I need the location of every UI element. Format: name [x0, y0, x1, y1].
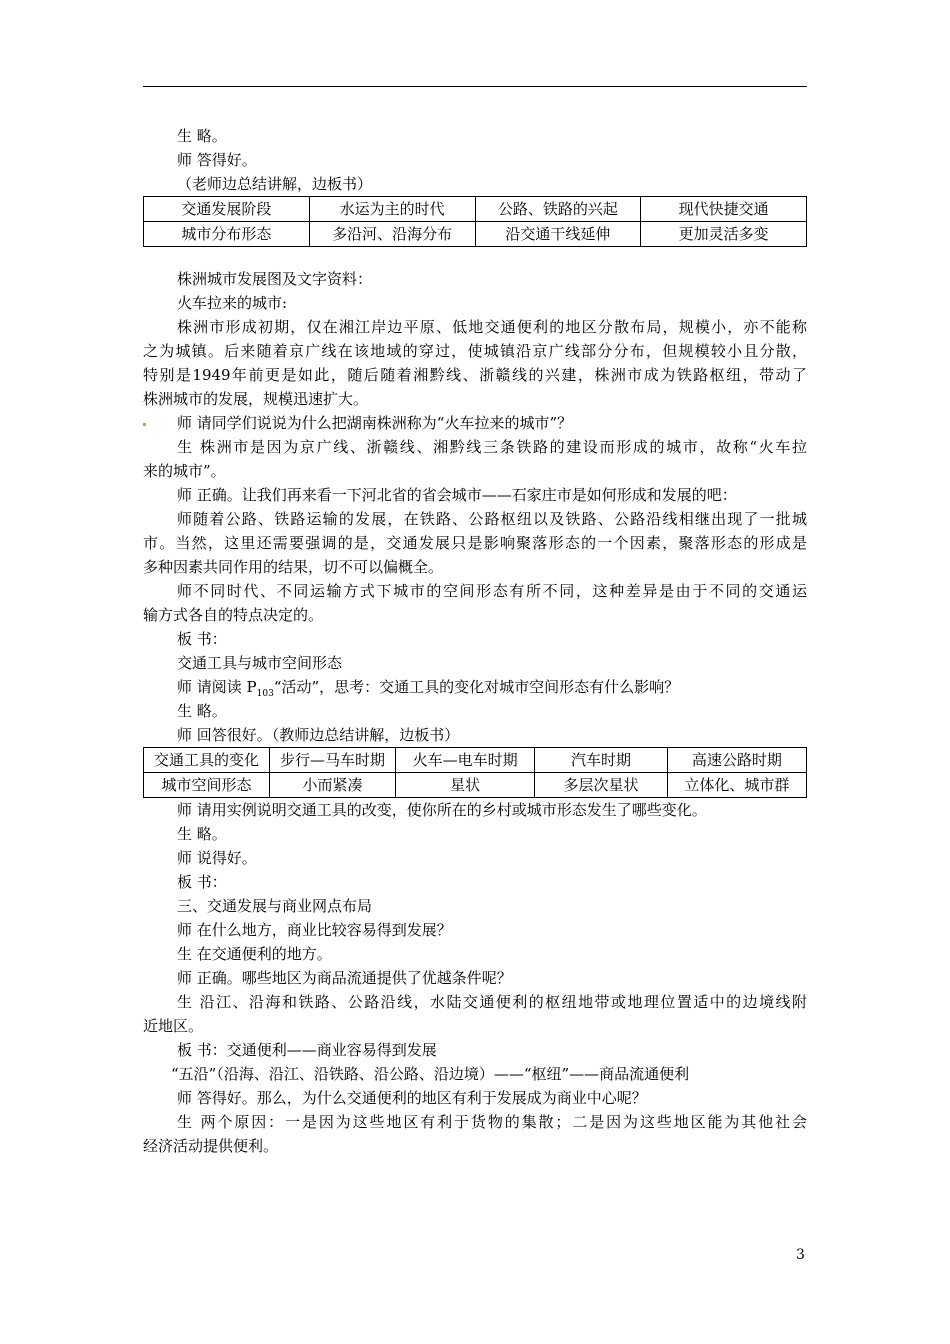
- para-line: 多种因素共同作用的结果，切不可以偏概全。: [143, 558, 444, 576]
- header-rule: [143, 86, 807, 87]
- table-cell: 星状: [396, 773, 535, 798]
- text-line: 师 正确。让我们再来看一下河北省的省会城市——石家庄市是如何形成和发展的吧：: [177, 486, 737, 504]
- table-row: [144, 773, 807, 798]
- table-cell: 现代快捷交通: [641, 197, 807, 222]
- text-line: （老师边总结讲解，边板书）: [177, 175, 373, 193]
- text-line: 板 书：交通便利——商业容易得到发展: [177, 1041, 437, 1059]
- paragraph-zhuzhou: [143, 315, 807, 411]
- text-line: 生 略。: [177, 825, 227, 843]
- para-line: 师随着公路、铁路运输的发展，在铁路、公路枢纽以及铁路、公路沿线相继出现了一批城: [177, 510, 807, 528]
- text-line: [143, 411, 807, 435]
- table-cell: 步行—马车时期: [270, 748, 396, 773]
- stray-mark: [143, 423, 146, 426]
- table-cell: 交通工具的变化: [144, 748, 270, 773]
- paragraph-answer: [143, 435, 807, 483]
- read-post: “活动”，思考：交通工具的变化对城市空间形态有什么影响？: [273, 678, 680, 696]
- text-line: “五沿”（沿海、沿江、沿铁路、沿公路、沿边境）——“枢纽”——商品流通便利: [171, 1065, 690, 1083]
- para-line: 株洲城市的发展，规模迅速扩大。: [143, 390, 369, 408]
- text-line: 师 正确。哪些地区为商品流通提供了优越条件呢？: [177, 969, 512, 987]
- table-cell: 更加灵活多变: [641, 222, 807, 247]
- table-cell: 小而紧凑: [270, 773, 396, 798]
- text-line: 生 略。: [177, 127, 227, 145]
- para-line: 来的城市”。: [143, 462, 226, 480]
- table-cell: 沿交通干线延伸: [475, 222, 641, 247]
- text-line: 师 回答很好。（教师边总结讲解，边板书）: [177, 726, 460, 744]
- para-line: 株洲市形成初期，仅在湘江岸边平原、低地交通便利的地区分散布局，规模小，亦不能称: [177, 318, 807, 336]
- table-cell: 水运为主的时代: [309, 197, 475, 222]
- table-row: [144, 197, 807, 222]
- transport-stage-table: [143, 196, 807, 247]
- paragraph-highway: [143, 507, 807, 579]
- paragraph-difference: [143, 579, 807, 627]
- table-cell: 城市分布形态: [144, 222, 310, 247]
- text-line: 火车拉来的城市:: [177, 294, 288, 312]
- text-line: 师 说得好。: [177, 849, 257, 867]
- para-line: 生 沿江、沿海和铁路、公路沿线，水陆交通便利的枢纽地带或地理位置适中的边境线附: [177, 993, 807, 1011]
- para-line: 生 两个原因：一是因为这些地区有利于货物的集散；二是因为这些地区能为其他社会: [177, 1113, 807, 1131]
- table-cell: 火车—电车时期: [396, 748, 535, 773]
- para-line: 市。当然，这里还需要强调的是，交通发展只是影响聚落形态的一个因素，聚落形态的形成是: [143, 534, 807, 552]
- para-line: 之为城镇。后来随着京广线在该地域的穿过，使城镇沿京广线部分分布，但规模较小且分散，: [143, 342, 807, 360]
- table-cell: 公路、铁路的兴起: [475, 197, 641, 222]
- text-line: 板 书：: [177, 873, 227, 891]
- text-line: 生 略。: [177, 702, 227, 720]
- text-line: 师 在什么地方，商业比较容易得到发展？: [177, 921, 452, 939]
- table-row: [144, 222, 807, 247]
- text-line: 板 书：: [177, 630, 227, 648]
- text-line: 交通工具与城市空间形态: [177, 654, 343, 672]
- page-body: [143, 124, 807, 1158]
- paragraph-reason: [143, 1110, 807, 1158]
- table-cell: 立体化、城市群: [667, 773, 806, 798]
- para-line: 输方式各自的特点决定的。: [143, 606, 324, 624]
- read-pre: 师 请阅读 P: [177, 678, 257, 696]
- vehicle-form-table: [143, 747, 807, 798]
- table-cell: 交通发展阶段: [144, 197, 310, 222]
- text-line: 师 答得好。那么，为什么交通便利的地区有利于发展成为商业中心呢？: [177, 1089, 647, 1107]
- para-line: 师不同时代、不同运输方式下城市的空间形态有所不同，这种差异是由于不同的交通运: [177, 582, 807, 600]
- text-line: 生 在交通便利的地方。: [177, 945, 332, 963]
- text-line: 师 答得好。: [177, 151, 257, 169]
- table-cell: 多沿河、沿海分布: [309, 222, 475, 247]
- para-line: 经济活动提供便利。: [143, 1137, 279, 1155]
- page-number: 3: [796, 1247, 805, 1263]
- table-cell: 高速公路时期: [667, 748, 806, 773]
- page-ref: 103: [256, 689, 274, 699]
- para-line: 特别是1949年前更是如此，随后随着湘黔线、浙赣线的兴建，株洲市成为铁路枢纽，带动了: [143, 366, 807, 384]
- section-heading: 三、交通发展与商业网点布局: [177, 897, 373, 915]
- text-line: 师 请用实例说明交通工具的改变，使你所在的乡村或城市形态发生了哪些变化。: [177, 801, 707, 819]
- table-cell: 城市空间形态: [144, 773, 270, 798]
- table-cell: 多层次星状: [535, 773, 668, 798]
- question-text: 师 请同学们说说为什么把湖南株洲称为“火车拉来的城市”？: [177, 414, 573, 432]
- text-line: 株洲城市发展图及文字资料：: [177, 270, 373, 288]
- table-cell: 汽车时期: [535, 748, 668, 773]
- para-line: 近地区。: [143, 1017, 204, 1035]
- text-line: [143, 675, 807, 699]
- para-line: 生 株洲市是因为京广线、浙赣线、湘黔线三条铁路的建设而形成的城市，故称“火车拉: [177, 438, 807, 456]
- paragraph-river: [143, 990, 807, 1038]
- table-row: [144, 748, 807, 773]
